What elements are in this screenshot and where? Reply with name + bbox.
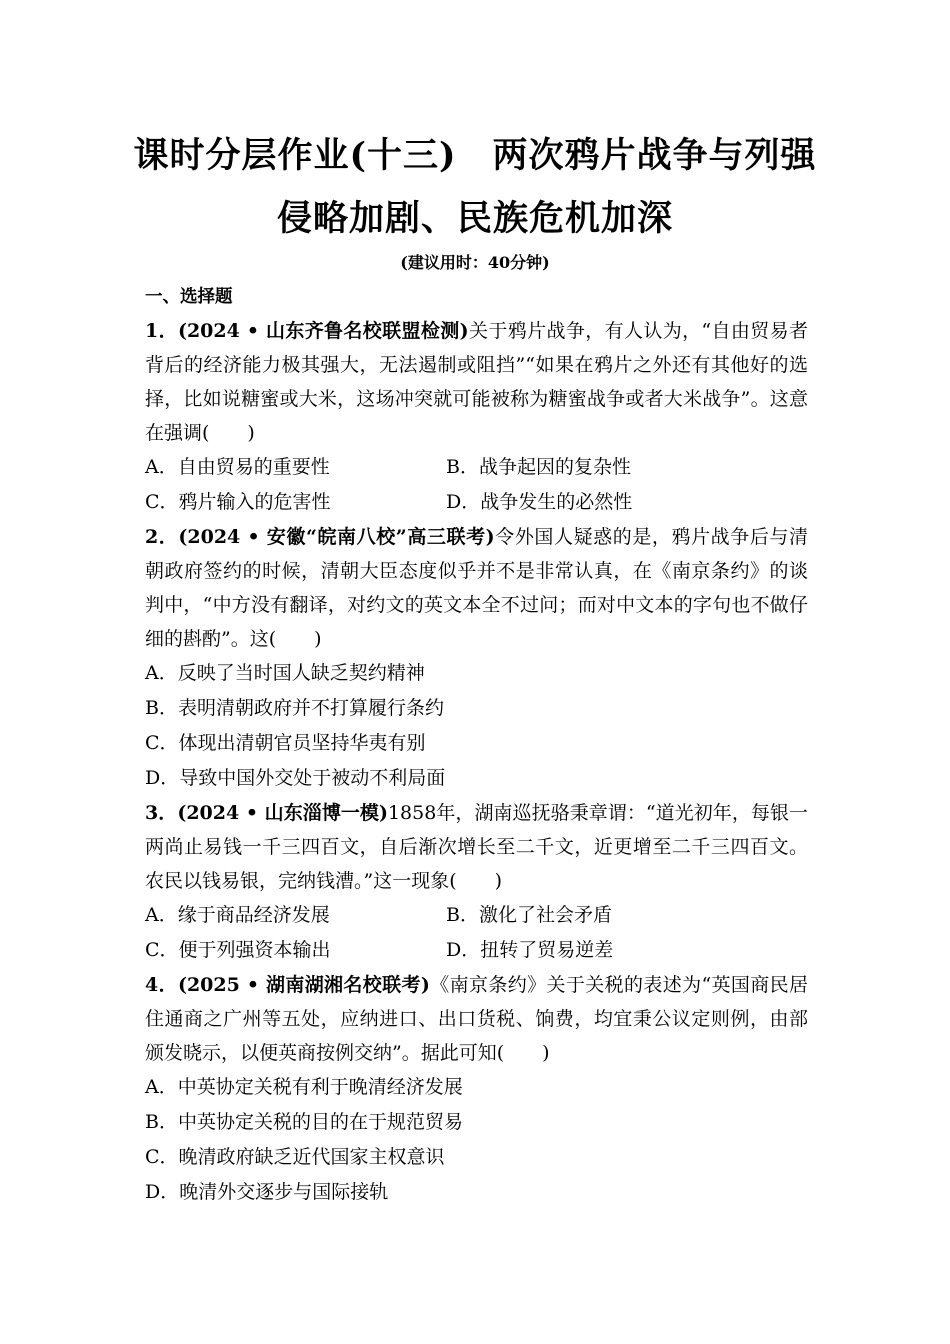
question-number: 1． bbox=[145, 320, 178, 342]
option-d[interactable]: D．战争发生的必然性 bbox=[446, 491, 633, 513]
option-a[interactable]: A．缘于商品经济发展 bbox=[145, 904, 330, 926]
exercise-content bbox=[145, 280, 808, 1210]
question-stem bbox=[145, 314, 808, 450]
option-d[interactable]: D．晚清外交逐步与国际接轨 bbox=[145, 1181, 389, 1203]
page-title-line-1: 课时分层作业(十三) 两次鸦片战争与列强 bbox=[133, 135, 817, 176]
question-text: 令外国人疑惑的是，鸦片战争后与清朝政府签约的时候，清朝大臣态度似乎并不是非常认真，在《南京条约》的谈判中，“中方没有翻译，对约文的英文本全不过问；而对中文本的字句也不做仔细的斟酌”。这( ) bbox=[145, 526, 808, 650]
option-b[interactable]: B．表明清朝政府并不打算履行条约 bbox=[145, 697, 444, 719]
option-c[interactable]: C．晚清政府缺乏近代国家主权意识 bbox=[145, 1146, 445, 1168]
option-a[interactable]: A．反映了当时国人缺乏契约精神 bbox=[145, 662, 425, 684]
question-4 bbox=[145, 968, 808, 1210]
option-b[interactable]: B．战争起因的复杂性 bbox=[446, 456, 631, 478]
option-a[interactable]: A．自由贸易的重要性 bbox=[145, 456, 330, 478]
question-source: (2024 • 山东齐鲁名校联盟检测) bbox=[177, 320, 469, 342]
option-d[interactable]: D．导致中国外交处于被动不利局面 bbox=[145, 767, 446, 789]
question-stem bbox=[145, 796, 808, 898]
option-c[interactable]: C．体现出清朝官员坚持华夷有别 bbox=[145, 732, 426, 754]
option-b[interactable]: B．激化了社会矛盾 bbox=[446, 904, 612, 926]
question-1 bbox=[145, 314, 808, 520]
question-stem bbox=[145, 968, 808, 1070]
option-c[interactable]: C．鸦片输入的危害性 bbox=[145, 491, 331, 513]
question-text: 《南京条约》关于关税的表述为“英国商民居住通商之广州等五处，应纳进口、出口货税、饷费，均宜秉公议定则例，由部颁发晓示，以便英商按例交纳”。据此可知( ) bbox=[145, 974, 809, 1064]
question-text: 1858年，湖南巡抚骆秉章谓：“道光初年，每银一两尚止易钱一千三四百文，自后渐次增长至二千文，近更增至二千三四百文。农民以钱易银，完纳钱漕。”这一现象( ) bbox=[145, 802, 808, 892]
suggested-time: (建议用时：40分钟) bbox=[400, 253, 550, 272]
question-number: 3． bbox=[145, 802, 178, 824]
option-list bbox=[145, 656, 808, 796]
question-source: (2025 • 湖南湖湘名校联考) bbox=[177, 974, 430, 996]
option-b[interactable]: B．中英协定关税的目的在于规范贸易 bbox=[145, 1111, 463, 1133]
option-list bbox=[145, 1070, 808, 1210]
question-number: 2． bbox=[145, 526, 179, 548]
question-source: (2024 • 山东淄博一模) bbox=[177, 802, 388, 824]
page-title-line-2: 侵略加剧、民族危机加深 bbox=[276, 198, 673, 239]
section-heading: 一、选择题 bbox=[145, 287, 233, 307]
option-c[interactable]: C．便于列强资本输出 bbox=[145, 939, 331, 961]
question-2 bbox=[145, 520, 808, 796]
question-number: 4． bbox=[145, 974, 178, 996]
option-d[interactable]: D．扭转了贸易逆差 bbox=[446, 939, 614, 961]
question-text: 关于鸦片战争，有人认为，“自由贸易者背后的经济能力极其强大，无法遏制或阻挡”“如果在鸦片之外还有其他好的选择，比如说糖蜜或大米，这场冲突就可能被称为糖蜜战争或者大米战争”。这意在强调( ) bbox=[145, 320, 808, 444]
option-list bbox=[145, 898, 808, 968]
option-list bbox=[145, 450, 808, 520]
option-a[interactable]: A．中英协定关税有利于晚清经济发展 bbox=[145, 1076, 463, 1098]
question-stem bbox=[145, 520, 808, 656]
question-source: (2024 • 安徽“皖南八校”高三联考) bbox=[178, 526, 495, 548]
question-3 bbox=[145, 796, 808, 968]
